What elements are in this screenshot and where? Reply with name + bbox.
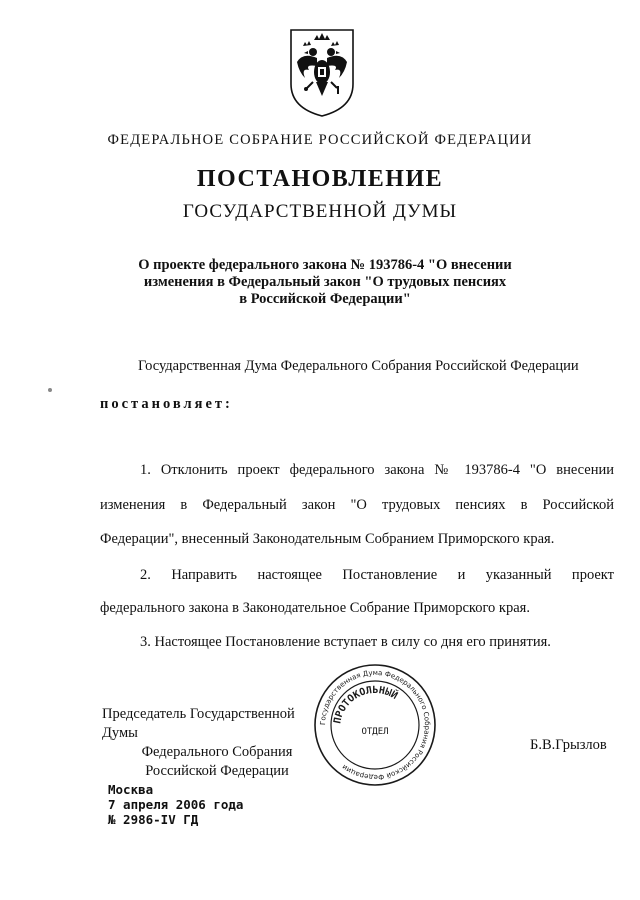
signatory-name: Б.В.Грызлов [530, 737, 607, 753]
svg-text:ПРОТОКОЛЬНЫЙ [332, 685, 400, 725]
preamble: Государственная Дума Федерального Собрания Российской Федерации [138, 358, 579, 374]
paragraph-2-line: 2. Направить настоящее Постановление и указанный проект [140, 567, 614, 583]
subject-line: в Российской Федерации" [239, 291, 411, 307]
footer-number: № 2986-IV ГД [108, 812, 199, 827]
paragraph-1-line: Федерации", внесенный Законодательным Собранием Приморского края. [100, 531, 555, 547]
issuing-body: ГОСУДАРСТВЕННОЙ ДУМЫ [182, 201, 458, 222]
seal-ring-text: Государственная Дума Федерального Собрания Российской Федерации [318, 668, 432, 782]
round-seal-icon [312, 662, 438, 788]
subject-line: изменения в Федеральный закон "О трудовых пенсиях [143, 274, 507, 290]
subject-line: О проекте федерального закона № 193786-4 "О внесении [138, 257, 512, 273]
signatory-title-line: Председатель Государственной Думы [102, 706, 295, 741]
coat-of-arms-icon [287, 26, 357, 118]
footer-date: 7 апреля 2006 года [108, 797, 244, 812]
document-footer [108, 782, 243, 827]
paragraph-1-line: 1. Отклонить проект федерального закона № 193786-4 "О внесении [140, 462, 614, 478]
seal-top-text: ПРОТОКОЛЬНЫЙ [332, 684, 400, 725]
signatory-title-line: Российской Федерации [145, 763, 289, 779]
document-type: ПОСТАНОВЛЕНИЕ [196, 166, 444, 192]
seal-center-text: ОТДЕЛ [361, 727, 389, 737]
paragraph-2-line: федерального закона в Законодательное Собрание Приморского края. [100, 600, 530, 616]
paragraph-3-line: 3. Настоящее Постановление вступает в силу со дня его принятия. [140, 634, 551, 650]
footer-city: Москва [108, 782, 154, 797]
resolves-heading: постановляет: [100, 396, 233, 412]
signatory-title-line: Федерального Собрания [141, 744, 293, 760]
organization-name: ФЕДЕРАЛЬНОЕ СОБРАНИЕ РОССИЙСКОЙ ФЕДЕРАЦИИ [107, 132, 533, 148]
margin-mark [48, 388, 52, 392]
paragraph-1-line: изменения в Федеральный закон "О трудовых пенсиях в Российской [100, 497, 614, 513]
resolution-subject [120, 257, 530, 308]
signatory-title [102, 705, 332, 781]
